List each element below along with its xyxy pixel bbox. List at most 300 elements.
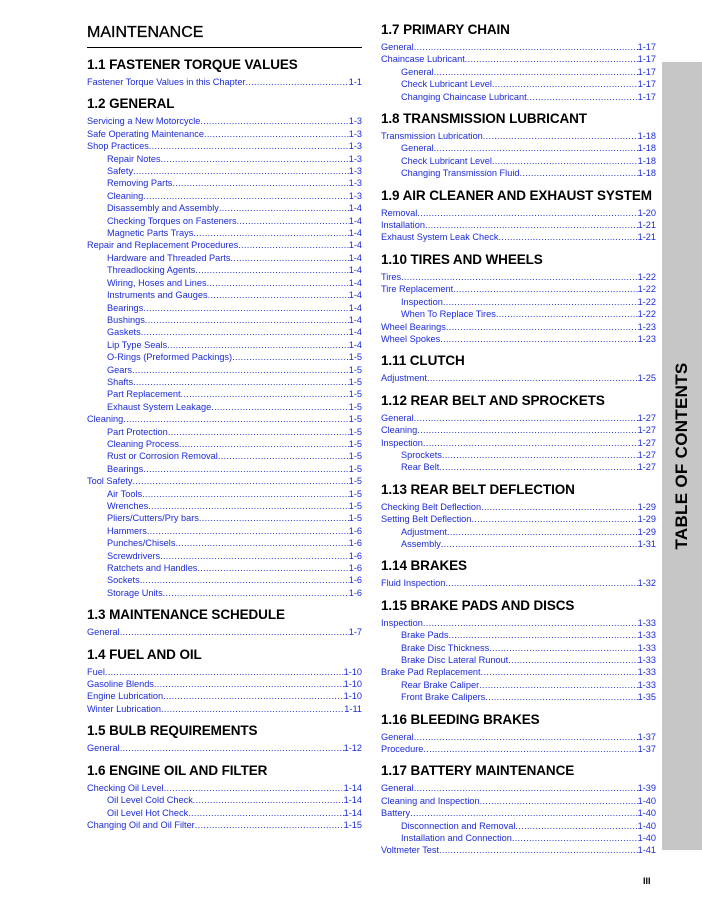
- toc-entry-link[interactable]: [87, 202, 362, 214]
- toc-entry-title: Disconnection and Removal: [401, 820, 516, 831]
- toc-entry-link[interactable]: [87, 239, 362, 251]
- chapter-title: MAINTENANCE: [87, 22, 362, 48]
- toc-entry-page: 1-4: [348, 215, 362, 226]
- toc-entry-link[interactable]: [87, 450, 362, 462]
- toc-entry-link[interactable]: [87, 326, 362, 338]
- toc-entry-link[interactable]: [87, 401, 362, 413]
- toc-section: [87, 647, 362, 716]
- toc-section: [381, 482, 656, 551]
- dot-leader: [132, 475, 348, 487]
- dot-leader: [143, 190, 348, 202]
- toc-entry-page: 1-6: [348, 525, 362, 536]
- dot-leader: [193, 794, 344, 806]
- dot-leader: [434, 66, 638, 78]
- toc-entry-link[interactable]: [87, 678, 362, 690]
- toc-entry-page: 1-10: [343, 666, 362, 677]
- toc-entry-link[interactable]: [87, 587, 362, 599]
- toc-section: [381, 598, 656, 704]
- toc-entry-page: 1-17: [637, 79, 656, 90]
- dot-leader: [147, 525, 349, 537]
- toc-entry-title: General: [381, 412, 414, 423]
- dot-leader: [479, 679, 637, 691]
- dot-leader: [401, 271, 638, 283]
- toc-entry-title: Cleaning Process: [107, 438, 180, 449]
- toc-entry-link[interactable]: [87, 227, 362, 239]
- toc-entry-page: 1-23: [637, 333, 656, 344]
- dot-leader: [160, 550, 349, 562]
- toc-entry-link[interactable]: [381, 807, 656, 819]
- dot-leader: [423, 743, 637, 755]
- dot-leader: [149, 140, 349, 152]
- toc-entry-link[interactable]: [381, 743, 656, 755]
- toc-entry-link[interactable]: [381, 654, 656, 666]
- toc-entry-title: Pliers/Cutters/Pry bars: [107, 513, 199, 524]
- toc-entry-page: 1-23: [637, 321, 656, 332]
- toc-entry-title: Transmission Lubrication: [381, 131, 483, 142]
- toc-entry-link[interactable]: [87, 426, 362, 438]
- toc-entry-title: General: [87, 627, 120, 638]
- toc-entry-page: 1-6: [348, 550, 362, 561]
- toc-entry-title: Checking Oil Level: [87, 782, 164, 793]
- dot-leader: [232, 351, 349, 363]
- toc-entry-page: 1-17: [637, 54, 656, 65]
- toc-entry-title: Rear Belt: [401, 462, 440, 473]
- toc-entry-page: 1-3: [348, 166, 362, 177]
- toc-entry-title: Oil Level Hot Check: [107, 807, 189, 818]
- toc-section: [381, 712, 656, 756]
- dot-leader: [188, 807, 343, 819]
- dot-leader: [163, 587, 349, 599]
- toc-entry-page: 1-3: [348, 190, 362, 201]
- toc-entry-title: When To Replace Tires: [401, 309, 496, 320]
- toc-entry-page: 1-7: [348, 627, 362, 638]
- toc-entry-link[interactable]: [87, 177, 362, 189]
- toc-entry-page: 1-33: [637, 667, 656, 678]
- toc-entry-title: Bearings: [107, 463, 144, 474]
- toc-entry-title: Wheel Spokes: [381, 333, 441, 344]
- dot-leader: [123, 413, 348, 425]
- dot-leader: [489, 642, 637, 654]
- toc-entry-page: 1-5: [348, 426, 362, 437]
- toc-entry-title: Battery: [381, 808, 411, 819]
- toc-entry-link[interactable]: [381, 424, 656, 436]
- toc-entry-page: 1-40: [637, 795, 656, 806]
- toc-entry-link[interactable]: [87, 666, 362, 678]
- toc-entry-link[interactable]: [381, 66, 656, 78]
- dot-leader: [179, 438, 349, 450]
- toc-entry-title: Repair and Replacement Procedures: [87, 240, 239, 251]
- section-heading: 1.17 BATTERY MAINTENANCE: [381, 763, 575, 779]
- toc-entry-title: Storage Units: [107, 587, 163, 598]
- dot-leader: [414, 41, 638, 53]
- toc-entry-title: Brake Disc Thickness: [401, 642, 490, 653]
- toc-entry-link[interactable]: [87, 512, 362, 524]
- toc-entry-link[interactable]: [87, 413, 362, 425]
- dot-leader: [246, 76, 349, 88]
- dot-leader: [414, 782, 638, 794]
- toc-entry-link[interactable]: [87, 794, 362, 806]
- toc-section: [381, 558, 656, 589]
- toc-entry-link[interactable]: [381, 691, 656, 703]
- toc-entry-link[interactable]: [87, 252, 362, 264]
- toc-entry-link[interactable]: [87, 438, 362, 450]
- toc-entry-link[interactable]: [87, 537, 362, 549]
- toc-entry-link[interactable]: [381, 461, 656, 473]
- dot-leader: [519, 167, 637, 179]
- toc-entry-page: 1-4: [348, 240, 362, 251]
- toc-entry-title: Chaincase Lubricant: [381, 54, 465, 65]
- dot-leader: [133, 165, 349, 177]
- toc-entry-link[interactable]: [87, 376, 362, 388]
- toc-entry-title: Brake Pad Replacement: [381, 667, 481, 678]
- toc-entry-page: 1-4: [348, 265, 362, 276]
- dot-leader: [197, 562, 348, 574]
- toc-entry-link[interactable]: [381, 283, 656, 295]
- toc-entry-title: Brake Pads: [401, 630, 449, 641]
- dot-leader: [143, 463, 348, 475]
- toc-entry-link[interactable]: [87, 500, 362, 512]
- toc-entry-link[interactable]: [381, 501, 656, 513]
- toc-column-right: [381, 22, 656, 865]
- toc-entry-page: 1-6: [348, 563, 362, 574]
- toc-entry-page: 1-17: [637, 66, 656, 77]
- dot-leader: [453, 283, 637, 295]
- toc-entry-page: 1-3: [348, 128, 362, 139]
- toc-entry-page: 1-17: [637, 91, 656, 102]
- section-heading: 1.10 TIRES AND WHEELS: [381, 251, 543, 267]
- toc-entry-title: Threadlocking Agents: [107, 265, 196, 276]
- toc-entry-link[interactable]: [381, 731, 656, 743]
- toc-entry-link[interactable]: [87, 115, 362, 127]
- section-heading: 1.7 PRIMARY CHAIN: [381, 22, 510, 37]
- toc-entry-title: Gaskets: [107, 327, 141, 338]
- toc-entry-link[interactable]: [381, 679, 656, 691]
- toc-entry-link[interactable]: [381, 538, 656, 550]
- dot-leader: [208, 289, 349, 301]
- dot-leader: [120, 742, 344, 754]
- dot-leader: [439, 844, 638, 856]
- toc-entry-page: 1-4: [348, 302, 362, 313]
- toc-entry-title: Tires: [381, 271, 402, 282]
- toc-entry-link[interactable]: [381, 437, 656, 449]
- toc-entry-page: 1-4: [348, 314, 362, 325]
- toc-entry-title: Inspection: [381, 437, 423, 448]
- toc-entry-page: 1-33: [637, 642, 656, 653]
- toc-entry-page: 1-25: [637, 373, 656, 384]
- toc-entry-title: Exhaust System Leak Check: [381, 232, 499, 243]
- dot-leader: [195, 264, 348, 276]
- toc-entry-link[interactable]: [87, 76, 362, 88]
- toc-entry-page: 1-4: [348, 203, 362, 214]
- dot-leader: [211, 401, 349, 413]
- toc-entry-page: 1-5: [348, 376, 362, 387]
- toc-entry-page: 1-4: [348, 327, 362, 338]
- toc-entry-link[interactable]: [381, 629, 656, 641]
- toc-entry-page: 1-18: [637, 155, 656, 166]
- toc-entry-link[interactable]: [87, 277, 362, 289]
- dot-leader: [425, 219, 638, 231]
- toc-entry-link[interactable]: [87, 351, 362, 363]
- toc-entry-title: Cleaning: [87, 414, 124, 425]
- toc-entry-link[interactable]: [87, 153, 362, 165]
- toc-entry-link[interactable]: [381, 333, 656, 345]
- toc-entry-link[interactable]: [87, 463, 362, 475]
- dot-leader: [439, 461, 637, 473]
- toc-entry-link[interactable]: [87, 562, 362, 574]
- toc-entry-link[interactable]: [87, 475, 362, 487]
- toc-entry-title: Exhaust System Leakage: [107, 401, 212, 412]
- toc-entry-title: Oil Level Cold Check: [107, 795, 193, 806]
- dot-leader: [496, 308, 638, 320]
- toc-entry-title: General: [87, 743, 120, 754]
- dot-leader: [164, 782, 344, 794]
- dot-leader: [207, 277, 349, 289]
- toc-entry-link[interactable]: [381, 130, 656, 142]
- toc-entry-link[interactable]: [381, 155, 656, 167]
- dot-leader: [414, 412, 638, 424]
- toc-entry-link[interactable]: [87, 525, 362, 537]
- toc-entry-page: 1-37: [637, 744, 656, 755]
- toc-entry-title: Punches/Chisels: [107, 538, 176, 549]
- toc-entry-page: 1-22: [637, 296, 656, 307]
- toc-entry-title: Ratchets and Handles: [107, 563, 198, 574]
- toc-section: [87, 96, 362, 599]
- toc-entry-link[interactable]: [381, 219, 656, 231]
- toc-section: [381, 353, 656, 384]
- toc-entry-page: 1-4: [348, 290, 362, 301]
- toc-entry-page: 1-5: [348, 488, 362, 499]
- dot-leader: [140, 574, 349, 586]
- toc-section: [381, 188, 656, 244]
- toc-section: [381, 252, 656, 345]
- dot-leader: [498, 231, 637, 243]
- toc-entry-link[interactable]: [381, 617, 656, 629]
- dot-leader: [483, 130, 638, 142]
- toc-entry-title: Gears: [107, 364, 133, 375]
- toc-section: [87, 607, 362, 638]
- toc-entry-link[interactable]: [87, 742, 362, 754]
- dot-leader: [142, 488, 349, 500]
- toc-entry-link[interactable]: [381, 91, 656, 103]
- toc-entry-link[interactable]: [87, 264, 362, 276]
- dot-leader: [465, 53, 638, 65]
- toc-entry-link[interactable]: [87, 339, 362, 351]
- side-tab: [662, 62, 702, 850]
- toc-entry-page: 1-5: [348, 501, 362, 511]
- toc-entry-link[interactable]: [381, 142, 656, 154]
- toc-entry-page: 1-29: [637, 526, 656, 537]
- toc-entry-link[interactable]: [381, 271, 656, 283]
- toc-entry-page: 1-5: [348, 364, 362, 375]
- toc-entry-page: 1-5: [348, 513, 362, 524]
- toc-entry-title: Fastener Torque Values in this Chapter: [87, 77, 246, 87]
- toc-entry-title: Assembly: [401, 538, 441, 549]
- toc-entry-page: 1-27: [637, 449, 656, 460]
- toc-entry-link[interactable]: [381, 207, 656, 219]
- toc-entry-link[interactable]: [87, 165, 362, 177]
- dot-leader: [238, 239, 349, 251]
- toc-entry-page: 1-35: [637, 692, 656, 703]
- toc-entry-title: Wheel Bearings: [381, 321, 446, 332]
- toc-entry-link[interactable]: [87, 215, 362, 227]
- toc-entry-link[interactable]: [381, 832, 656, 844]
- toc-entry-title: Shafts: [107, 376, 134, 387]
- toc-entry-page: 1-40: [637, 820, 656, 831]
- toc-entry-link[interactable]: [87, 289, 362, 301]
- toc-entry-page: 1-22: [637, 271, 656, 282]
- toc-entry-title: Removing Parts: [107, 178, 173, 189]
- dot-leader: [449, 629, 638, 641]
- toc-entry-title: Cleaning: [107, 190, 144, 201]
- toc-entry-link[interactable]: [381, 167, 656, 179]
- toc-entry-link[interactable]: [381, 296, 656, 308]
- toc-entry-title: Tool Safety: [87, 476, 133, 487]
- section-heading: 1.16 BLEEDING BRAKES: [381, 711, 540, 727]
- toc-entry-link[interactable]: [381, 577, 656, 589]
- toc-entry-title: General: [381, 42, 414, 52]
- toc-entry-page: 1-37: [637, 731, 656, 742]
- toc-entry-link[interactable]: [87, 302, 362, 314]
- section-heading: 1.5 BULB REQUIREMENTS: [87, 723, 258, 739]
- toc-entry-page: 1-10: [343, 679, 362, 690]
- toc-entry-title: Inspection: [401, 296, 443, 307]
- toc-entry-title: Fluid Inspection: [381, 578, 446, 589]
- dot-leader: [492, 155, 638, 167]
- toc-entry-link[interactable]: [87, 819, 362, 831]
- toc-entry-link[interactable]: [381, 642, 656, 654]
- toc-entry-title: Installation: [381, 220, 425, 231]
- toc-entry-page: 1-5: [348, 414, 362, 425]
- toc-entry-page: 1-27: [637, 412, 656, 423]
- toc-entry-title: Check Lubricant Level: [401, 155, 492, 166]
- toc-entry-link[interactable]: [381, 231, 656, 243]
- toc-entry-link[interactable]: [381, 41, 656, 53]
- toc-entry-title: Brake Disc Lateral Runout: [401, 655, 509, 665]
- toc-section: [381, 763, 656, 856]
- dot-leader: [492, 78, 638, 90]
- dot-leader: [175, 537, 348, 549]
- toc-entry-link[interactable]: [87, 703, 362, 715]
- toc-entry-link[interactable]: [381, 782, 656, 794]
- toc-entry-link[interactable]: [381, 795, 656, 807]
- toc-entry-link[interactable]: [381, 666, 656, 678]
- toc-entry-title: Part Protection: [107, 426, 168, 437]
- toc-entry-title: Setting Belt Deflection: [381, 514, 472, 525]
- toc-entry-link[interactable]: [87, 314, 362, 326]
- toc-entry-link[interactable]: [381, 78, 656, 90]
- toc-entry-page: 1-5: [348, 438, 362, 449]
- toc-entry-link[interactable]: [381, 513, 656, 525]
- toc-entry-title: Servicing a New Motorcycle: [87, 116, 201, 127]
- dot-leader: [105, 666, 344, 678]
- toc-entry-page: 1-4: [348, 277, 362, 288]
- dot-leader: [204, 128, 349, 140]
- toc-entry-page: 1-3: [348, 116, 362, 127]
- dot-leader: [141, 326, 349, 338]
- toc-entry-page: 1-18: [637, 131, 656, 142]
- toc-entry-link[interactable]: [87, 782, 362, 794]
- toc-entry-page: 1-18: [637, 143, 656, 154]
- toc-entry-title: Inspection: [381, 617, 423, 628]
- toc-section: [87, 57, 362, 88]
- toc-entry-title: Screwdrivers: [107, 550, 161, 561]
- section-heading: 1.2 GENERAL: [87, 96, 175, 112]
- toc-entry-link[interactable]: [381, 372, 656, 384]
- dot-leader: [161, 703, 344, 715]
- toc-entry-link[interactable]: [381, 820, 656, 832]
- section-heading: 1.12 REAR BELT AND SPROCKETS: [381, 392, 605, 408]
- toc-entry-link[interactable]: [381, 53, 656, 65]
- toc-entry-page: 1-33: [637, 679, 656, 690]
- toc-entry-link[interactable]: [87, 364, 362, 376]
- toc-entry-link[interactable]: [87, 488, 362, 500]
- toc-entry-page: 1-11: [344, 703, 362, 714]
- toc-entry-link[interactable]: [381, 449, 656, 461]
- toc-entry-title: Magnetic Parts Trays: [107, 228, 194, 239]
- toc-entry-page: 1-10: [343, 691, 362, 702]
- toc-entry-page: 1-5: [348, 389, 362, 400]
- toc-entry-link[interactable]: [87, 690, 362, 702]
- toc-entry-title: Cleaning and Inspection: [381, 795, 480, 806]
- toc-entry-page: 1-22: [637, 284, 656, 295]
- dot-leader: [442, 449, 638, 461]
- toc-entry-page: 1-6: [348, 587, 362, 598]
- toc-entry-title: Rear Brake Caliper: [401, 679, 480, 690]
- toc-entry-title: Instruments and Gauges: [107, 290, 208, 301]
- toc-entry-title: Changing Oil and Oil Filter: [87, 819, 195, 830]
- toc-entry-title: Changing Chaincase Lubricant: [401, 91, 527, 102]
- toc-entry-link[interactable]: [87, 574, 362, 586]
- dot-leader: [443, 296, 638, 308]
- toc-entry-link[interactable]: [87, 807, 362, 819]
- toc-entry-link[interactable]: [381, 321, 656, 333]
- toc-entry-link[interactable]: [87, 388, 362, 400]
- section-heading: 1.13 REAR BELT DEFLECTION: [381, 481, 575, 497]
- dot-leader: [145, 314, 349, 326]
- toc-entry-page: 1-29: [637, 514, 656, 525]
- dot-leader: [481, 501, 638, 513]
- dot-leader: [133, 376, 349, 388]
- dot-leader: [414, 731, 638, 743]
- dot-leader: [148, 500, 349, 512]
- toc-entry-title: Cleaning: [381, 425, 418, 436]
- toc-entry-title: Procedure: [381, 744, 424, 755]
- toc-entry-title: General: [381, 731, 414, 742]
- toc-entry-link[interactable]: [381, 412, 656, 424]
- toc-entry-page: 1-31: [637, 538, 656, 549]
- dot-leader: [440, 333, 637, 345]
- dot-leader: [427, 372, 638, 384]
- toc-entry-link[interactable]: [87, 626, 362, 638]
- toc-section: [381, 393, 656, 474]
- toc-section: [87, 763, 362, 832]
- toc-entry-link[interactable]: [381, 844, 656, 856]
- toc-entry-link[interactable]: [381, 526, 656, 538]
- toc-entry-title: Check Lubricant Level: [401, 79, 492, 90]
- toc-entry-link[interactable]: [87, 550, 362, 562]
- toc-entry-link[interactable]: [87, 190, 362, 202]
- toc-entry-page: 1-3: [348, 141, 362, 152]
- toc-entry-title: Changing Transmission Fluid: [401, 168, 520, 179]
- toc-entry-page: 1-32: [637, 578, 656, 589]
- dot-leader: [480, 795, 638, 807]
- side-tab-label: TABLE OF CONTENTS: [672, 362, 691, 550]
- toc-entry-link[interactable]: [87, 140, 362, 152]
- toc-entry-link[interactable]: [381, 308, 656, 320]
- dot-leader: [446, 321, 638, 333]
- toc-entry-page: 1-18: [637, 168, 656, 179]
- toc-entry-link[interactable]: [87, 128, 362, 140]
